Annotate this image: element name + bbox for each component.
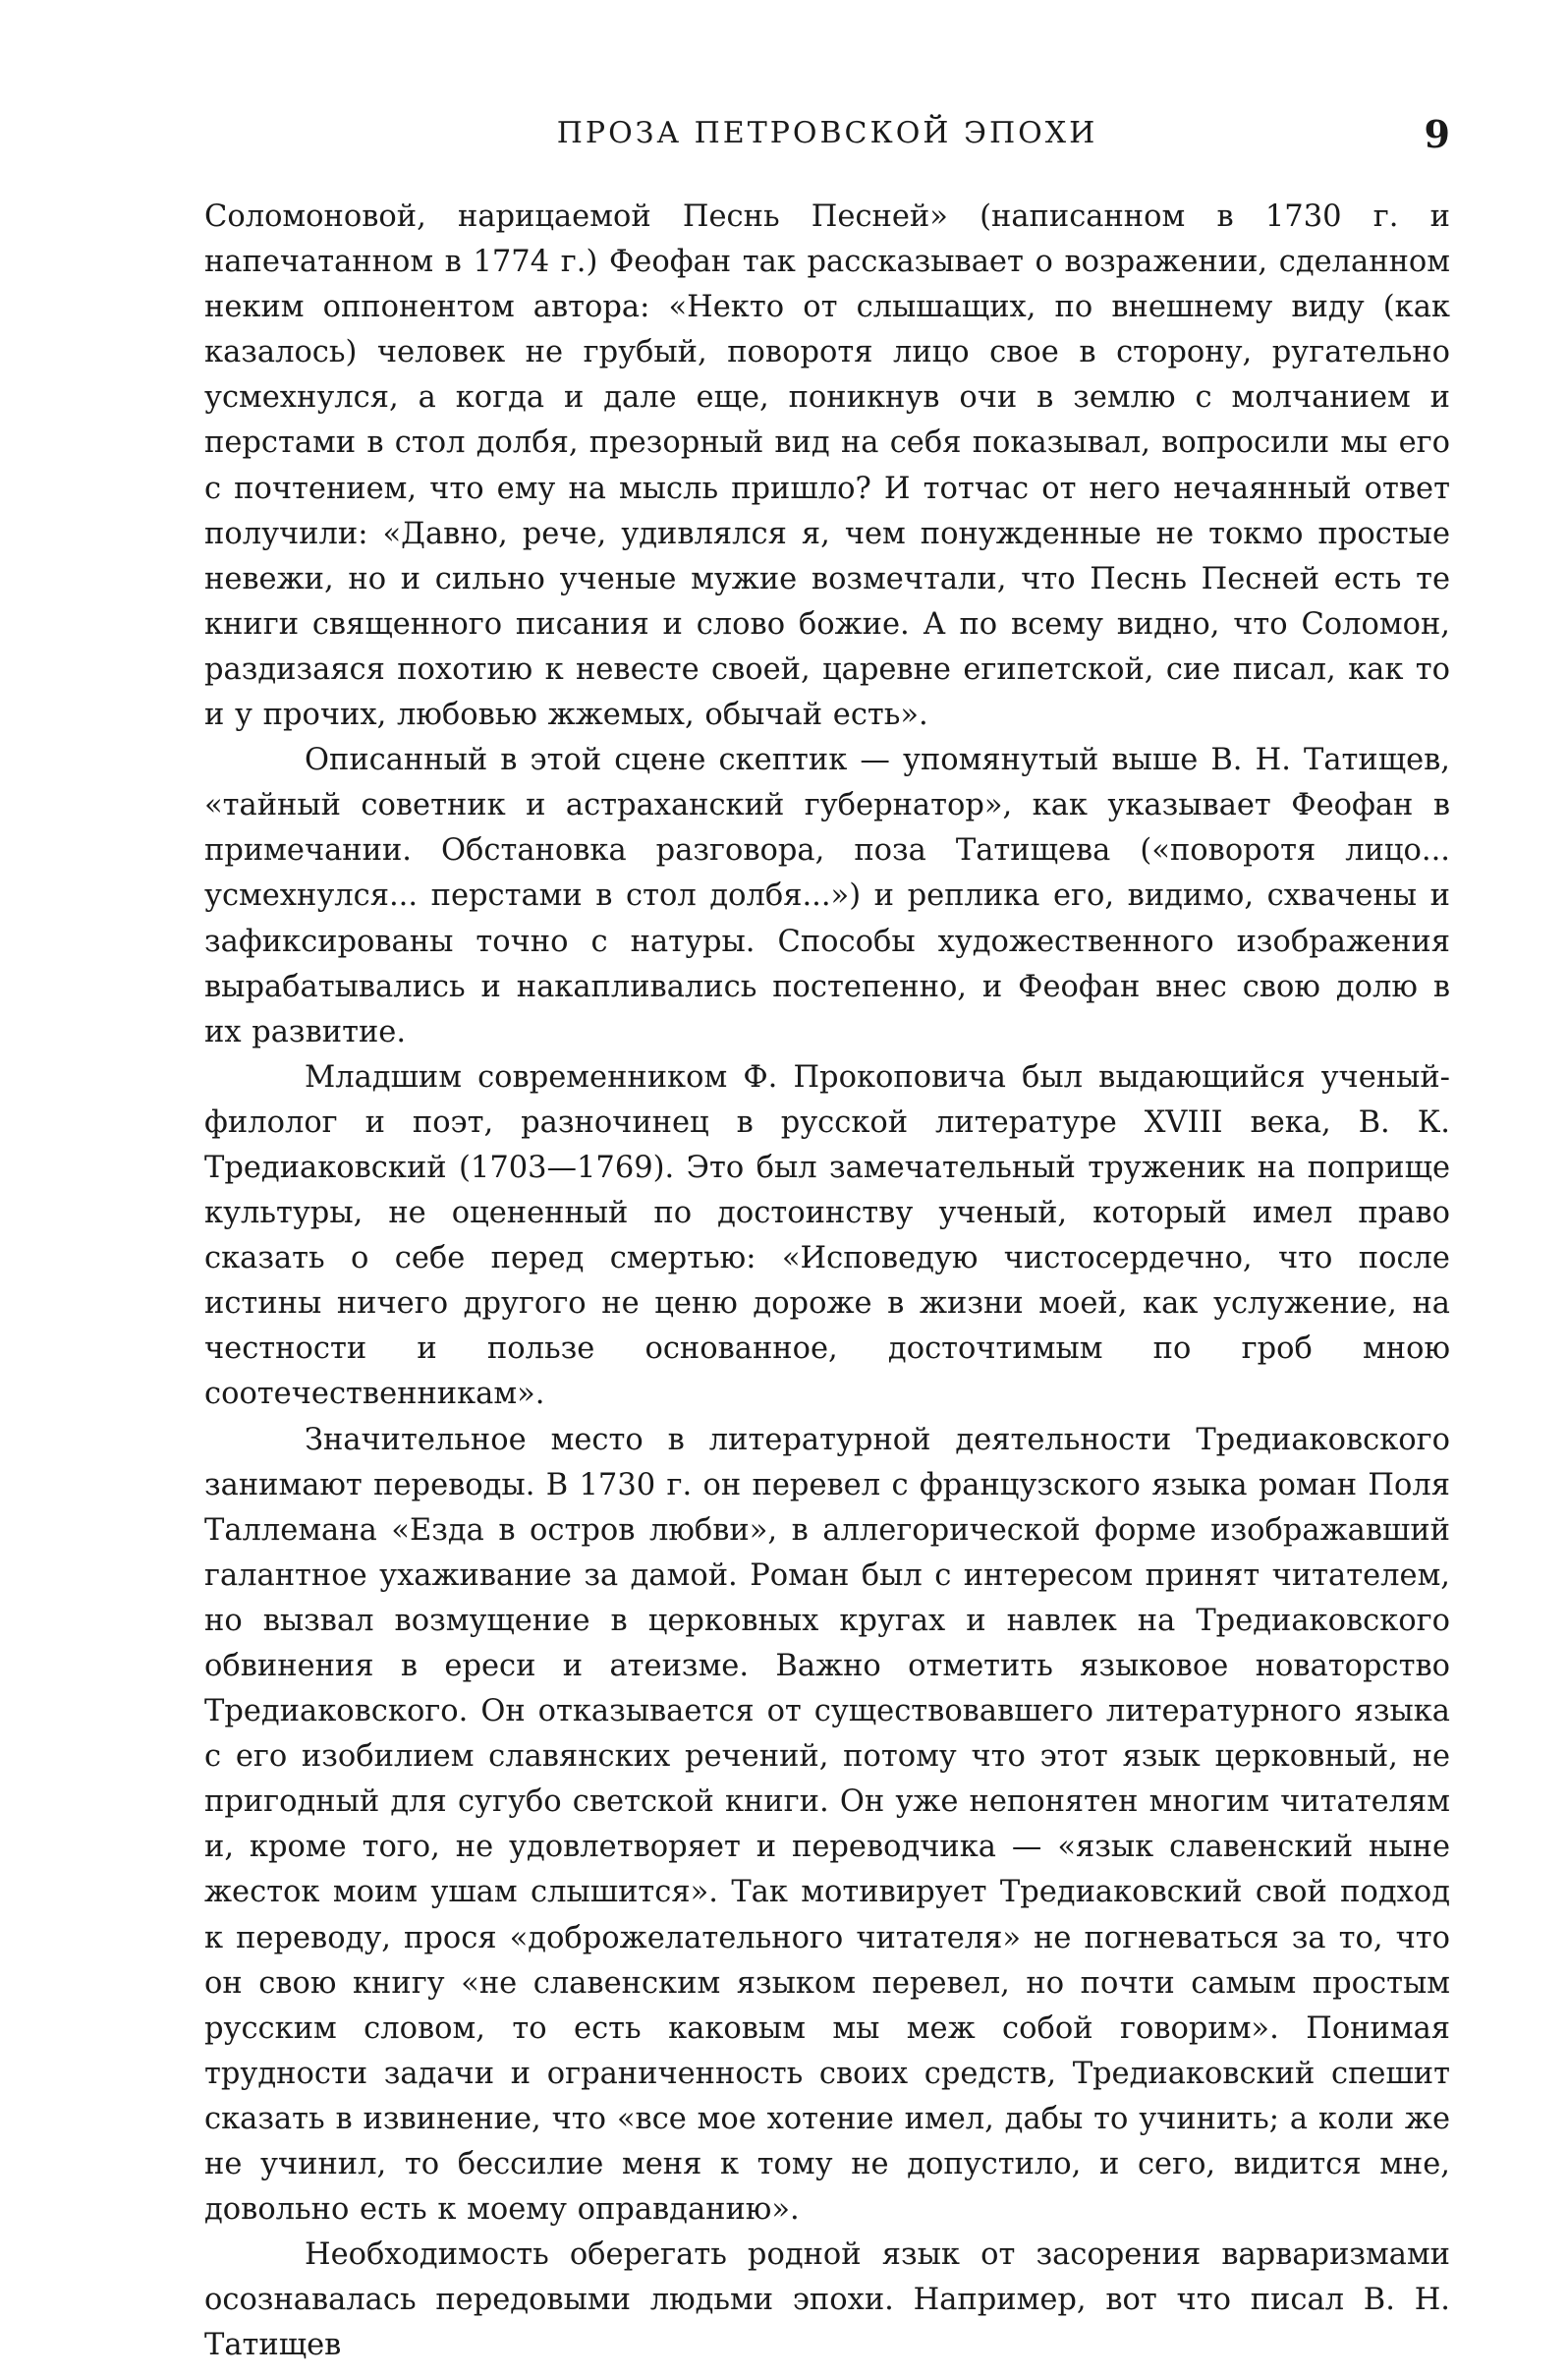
body-text	[204, 195, 1450, 2369]
paragraph-4: Значительное место в литературной деятельности Тредиаковского занимают переводы. В 1730 г. он перевел с французского языка роман Поля Таллемана «Езда в остров любви», в аллегорической форме изображавший галантное ухаживание за дамой. Роман был с интересом принят читателем, но вызвал возмущение в церковных кругах и навлек на Тредиаковского обвинения в ереси и атеизме. Важно отметить языковое новаторство Тредиаковского. Он отказывается от существовавшего литературного языка с его изобилием славянских речений, потому что этот язык церковный, не пригодный для сугубо светской книги. Он уже непонятен многим читателям и, кроме того, не удовлетворяет и переводчика — «язык славенский ныне жесток моим ушам слышится». Так мотивирует Тредиаковский свой подход к переводу, прося «доброжелательного читателя» не погневаться за то, что он свою книгу «не славенским языком перевел, но почти самым простым русским словом, то есть каковым мы меж собой говорим». Понимая трудности задачи и ограниченность своих средств, Тредиаковский спешит сказать в извинение, что «все мое хотение имел, дабы то учинить; а коли же не учинил, то бессилие меня к тому не допустило, и сего, видится мне, довольно есть к моему оправданию».	[204, 1422, 1450, 2228]
running-head	[204, 112, 1450, 156]
paragraph-3: Младшим современником Ф. Прокоповича был выдающийся ученый-филолог и поэт, разночинец в русской литературе XVIII века, В. К. Тредиаковский (1703—1769). Это был замечательный труженик на поприще культуры, не оцененный по достоинству ученый, который имел право сказать о себе перед смертью: «Исповедую чистосердечно, что после истины ничего другого не ценю дороже в жизни моей, как услужение, на честности и пользе основанное, досточтимым по гроб мною соотечественникам».	[204, 1059, 1450, 1412]
paragraph-2: Описанный в этой сцене скептик — упомянутый выше В. Н. Татищев, «тайный советник и астраханский губернатор», как указывает Феофан в примечании. Обстановка разговора, поза Татищева («поворотя лицо... усмехнулся... перстами в стол долбя...») и реплика его, видимо, схвачены и зафиксированы точно с натуры. Способы художественного изображения вырабатывались и накапливались постепенно, и Феофан внес свою долю в их развитие.	[204, 743, 1450, 1049]
page-number: 9	[1424, 112, 1450, 156]
running-title: ПРОЗА ПЕТРОВСКОЙ ЭПОХИ	[556, 116, 1098, 150]
paragraph-1: Соломоновой, нарицаемой Песнь Песней» (написанном в 1730 г. и напечатанном в 1774 г.) Феофан так рассказывает о возражении, сделанном неким оппонентом автора: «Некто от слышащих, по внешнему виду (как казалось) человек не грубый, поворотя лицо свое в сторону, ругательно усмехнулся, а когда и дале еще, поникнув очи в землю с молчанием и перстами в стол долбя, презорный вид на себя показывал, вопросили мы его с почтением, что ему на мысль пришло? И тотчас от него нечаянный ответ получили: «Давно, рече, удивлялся я, чем понужденные не токмо простые невежи, но и сильно ученые мужие возмечтали, что Песнь Песней есть те книги священного писания и слово божие. А по всему видно, что Соломон, раздизаяся похотию к невесте своей, царевне египетской, сие писал, как то и у прочих, любовью жжемых, обычай есть».	[204, 199, 1450, 733]
paragraph-5: Необходимость оберегать родной язык от засорения варваризмами осознавалась передовыми людьми эпохи. Например, вот что писал В. Н. Татищев	[204, 2237, 1450, 2363]
